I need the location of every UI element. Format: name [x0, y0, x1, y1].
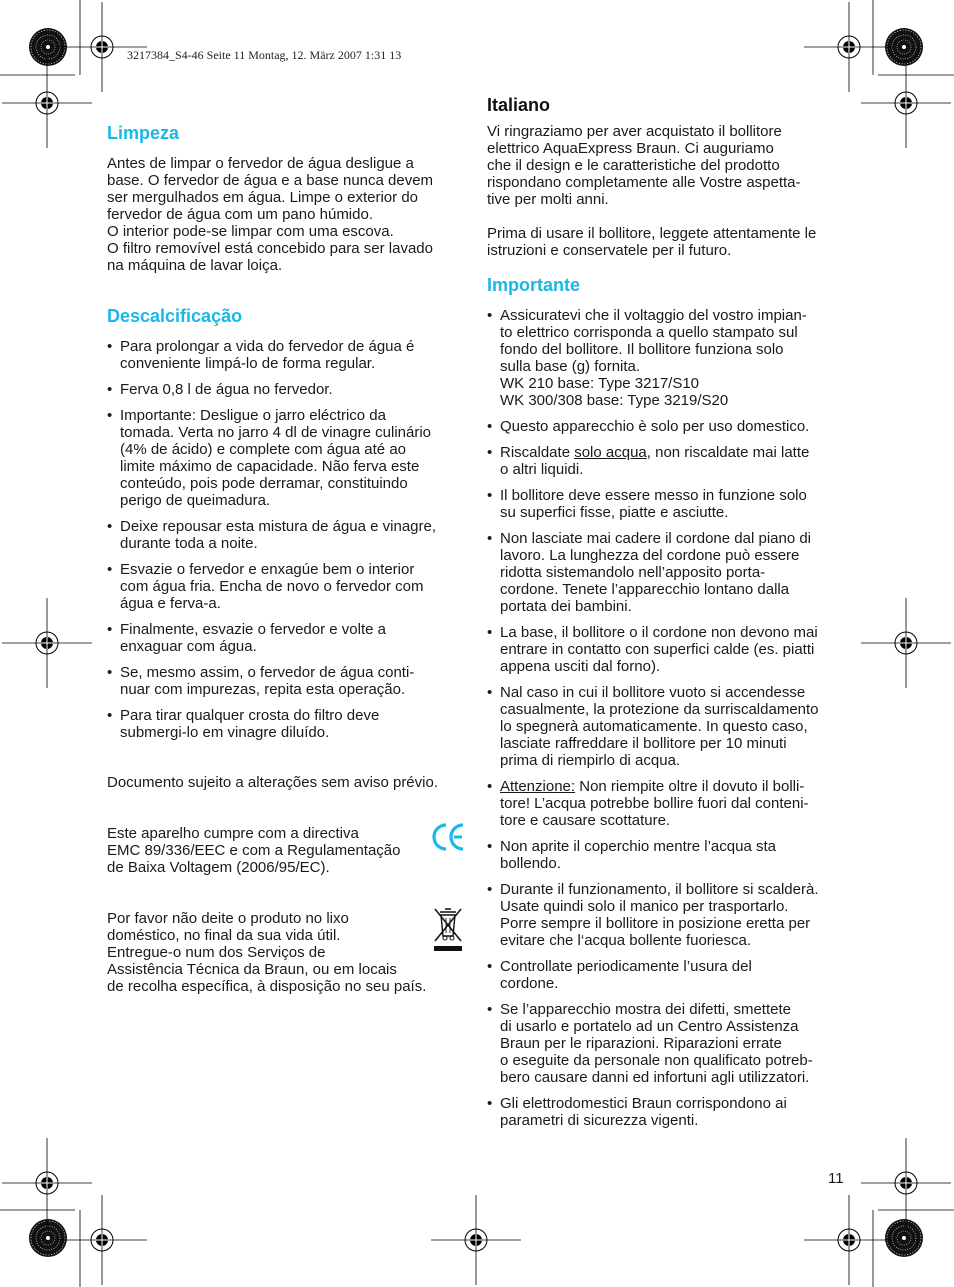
ce-mark-icon: [432, 821, 466, 853]
italiano-heading: Italiano: [487, 95, 551, 115]
limpeza-text: Antes de limpar o fervedor de água desligue a base. O fervedor de água e a base nunca devem ser mergulhados em água. Limpe o exterior do fervedor de água com um pano húmido. O interior pode-se limpar com uma escova. O filtro removível está concebido para ser lavado na máquina de lavar loiça.: [107, 155, 434, 274]
ce-compliance-text: Este aparelho cumpre com a directiva EMC 89/336/EEC e com a Regulamentação de Baixa Voltagem (2006/95/EC).: [107, 825, 401, 876]
left-column: [107, 122, 467, 995]
list-item: • Non aprite il coperchio mentre l’acqua sta bollendo.: [487, 838, 847, 872]
list-item: • Non lasciate mai cadere il cordone dal piano di lavoro. La lunghezza del cordone può essere ridotta sistemandolo nell’apposito porta- cordone. Tenete l’apparecchio lontano dalla portata dei bambini.: [487, 530, 847, 615]
italiano-intro: Vi ringraziamo per aver acquistato il bollitore elettrico AquaExpress Braun. Ci auguriamo che il design e le caratteristiche del prodotto rispondano completamente alle Vostre aspetta- tive per molti anni.: [487, 123, 801, 208]
list-item: • Importante: Desligue o jarro eléctrico da tomada. Verta no jarro 4 dl de vinagre culinário (4% de ácido) e complete com água até ao limite máximo de capacidade. Não ferva este conteúdo, pois pode derramar, constituindo perigo de queimadura.: [107, 407, 467, 509]
list-item: • Deixe repousar esta mistura de água e vinagre, durante toda a noite.: [107, 518, 467, 552]
list-item: • Para tirar qualquer crosta do filtro deve submergi-lo em vinagre diluído.: [107, 707, 467, 741]
list-item: • Se, mesmo assim, o fervedor de água conti- nuar com impurezas, repita esta operação.: [107, 664, 467, 698]
list-item: • Attenzione: Non riempite oltre il dovuto il bolli- tore! L’acqua potrebbe bollire fuori dal conteni- tore e causare scottature.: [487, 778, 847, 829]
crossed-bin-icon: [431, 906, 465, 956]
list-item: • Il bollitore deve essere messo in funzione solo su superfici fisse, piatte e asciutte.: [487, 487, 847, 521]
list-item: • Questo apparecchio è solo per uso domestico.: [487, 418, 847, 435]
list-item: • La base, il bollitore o il cordone non devono mai entrare in contatto con superfici calde (es. piatti appena usciti dal forno).: [487, 624, 847, 675]
list-item: • Durante il funzionamento, il bollitore si scalderà. Usate quindi solo il manico per trasportarlo. Porre sempre il bollitore in posizione eretta per evitare che l‘acqua bollente fuoriesca.: [487, 881, 847, 949]
list-item: • Esvazie o fervedor e enxagúe bem o interior com água fria. Encha de novo o fervedor com água e ferva-a.: [107, 561, 467, 612]
alteration-notice: Documento sujeito a alterações sem aviso prévio.: [107, 774, 438, 791]
list-item: • Nal caso in cui il bollitore vuoto si accendesse casualmente, la protezione da surriscaldamento lo spegnerà automaticamente. In questo caso, lasciate raffreddare il bollitore per 10 minuti prima di riempirlo di acqua.: [487, 684, 847, 769]
list-item: • Finalmente, esvazie o fervedor e volte a enxaguar com água.: [107, 621, 467, 655]
list-item: • Gli elettrodomestici Braun corrispondono ai parametri di sicurezza vigenti.: [487, 1095, 847, 1129]
ce-compliance-block: [107, 825, 467, 876]
list-item: • Assicuratevi che il voltaggio del vostro impian- to elettrico corrisponda a quello stampato sul fondo del bollitore. Il bollitore funziona solo sulla base (g) fornita. WK 210 base: Type 3217/S10 WK 300/308 base: Type 3219/S20: [487, 307, 847, 409]
disposal-text: Por favor não deite o produto no lixo doméstico, no final da sua vida útil. Entregue-o num dos Serviços de Assistência Técnica da Braun, ou em locais de recolha específica, à disposição no seu país.: [107, 910, 427, 995]
list-item: • Controllate periodicamente l’usura del cordone.: [487, 958, 847, 992]
list-item: • Se l’apparecchio mostra dei difetti, smettete di usarlo e portatelo ad un Centro Assistenza Braun per le riparazioni. Riparazioni errate o eseguite da personale non qualificato potreb- bero causare danni ed infortuni agli utilizzatori.: [487, 1001, 847, 1086]
print-slug: 3217384_S4-46 Seite 11 Montag, 12. März 2007 1:31 13: [127, 48, 402, 62]
list-item: • Para prolongar a vida do fervedor de água é conveniente limpá-lo de forma regular.: [107, 338, 467, 372]
right-column: [487, 94, 847, 1138]
list-item: • Riscaldate solo acqua, non riscaldate mai latte o altri liquidi.: [487, 444, 847, 478]
importante-list: [487, 307, 847, 1129]
importante-heading: Importante: [487, 275, 581, 295]
page-number: 11: [828, 1170, 844, 1187]
list-item: • Ferva 0,8 l de água no fervedor.: [107, 381, 467, 398]
descalcificacao-list: [107, 338, 467, 741]
descalcificacao-heading: Descalcificação: [107, 306, 243, 326]
limpeza-heading: Limpeza: [107, 123, 180, 143]
italiano-intro-2: Prima di usare il bollitore, leggete attentamente le istruzioni e conservatele per il futuro.: [487, 225, 817, 259]
disposal-block: [107, 910, 467, 995]
